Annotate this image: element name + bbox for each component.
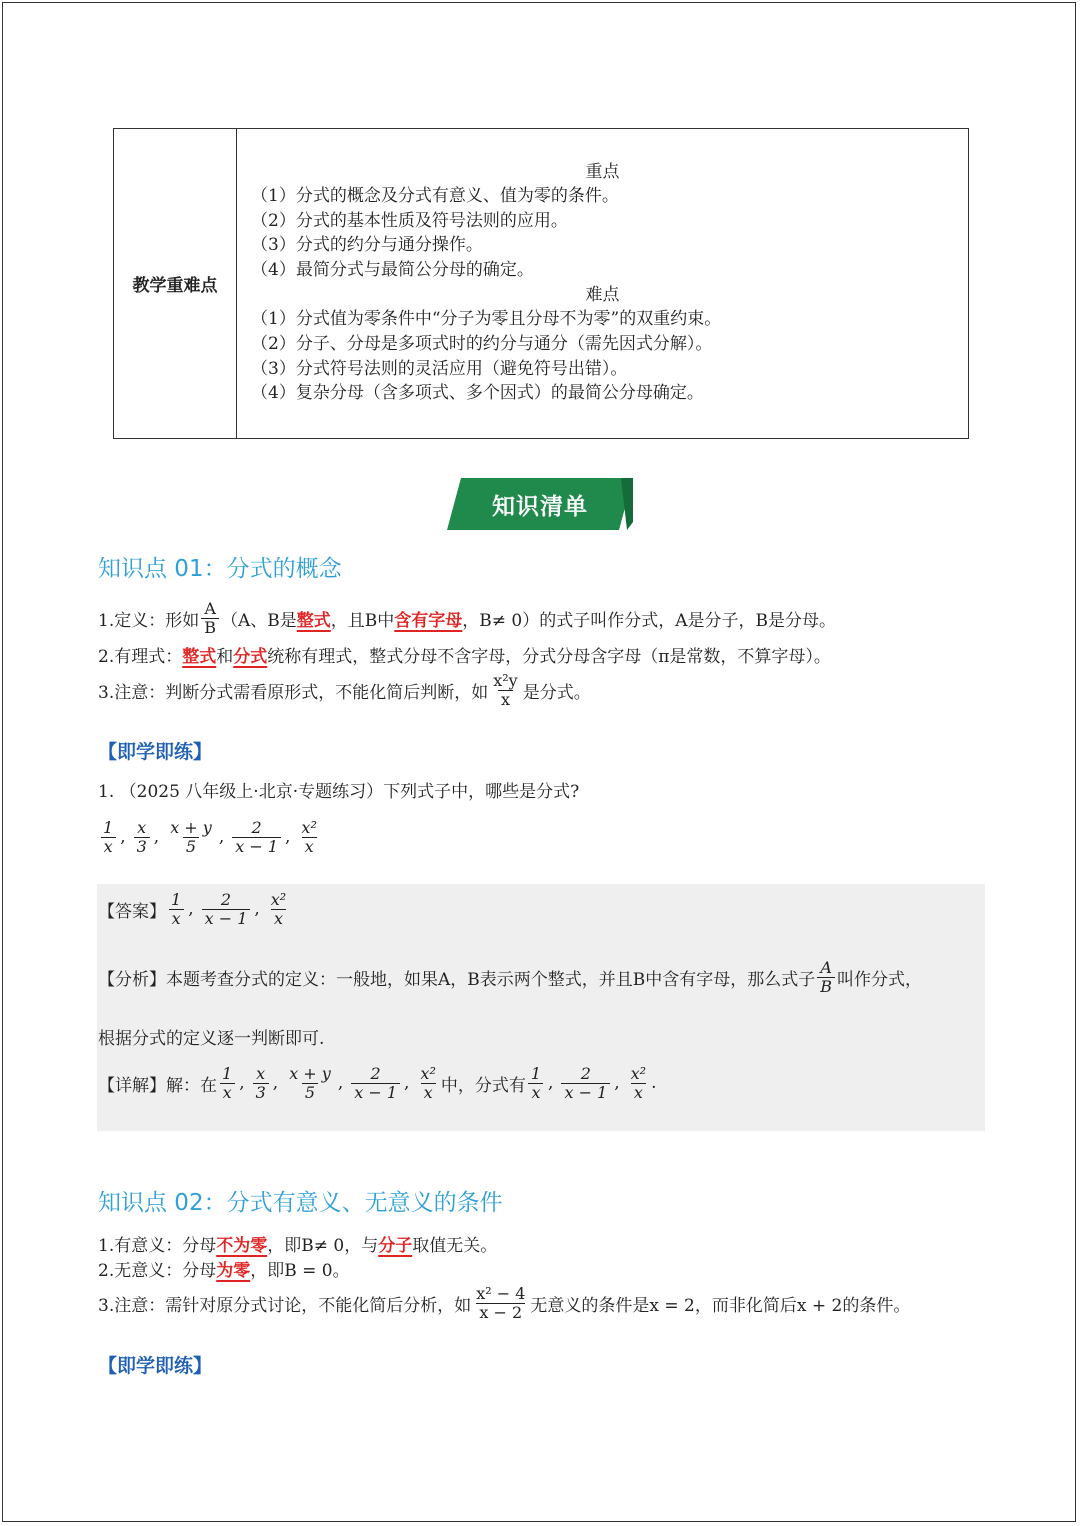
text: 无意义的条件是x = 2，而非化简后x + 2的条件。 <box>530 1295 911 1316</box>
text: 叫作分式， <box>837 969 923 990</box>
highlight-term: 不为零 <box>216 1235 268 1256</box>
key-point: （3）分式的约分与通分操作。 <box>251 235 483 255</box>
fraction <box>561 1065 610 1102</box>
practice-label: 【即学即练】 <box>98 741 213 763</box>
numerator: 2 <box>370 1063 381 1083</box>
fraction <box>168 891 184 928</box>
fraction <box>232 819 281 856</box>
fraction <box>100 819 116 856</box>
text: 【分析】本题考查分式的定义：一般地，如果A，B表示两个整式，并且B中含有字母，那么式子 <box>98 969 816 990</box>
denominator: x − 1 <box>351 1083 400 1102</box>
hard-title: 难点 <box>585 285 620 305</box>
highlight-term: 分子 <box>378 1235 413 1256</box>
text: 1.有意义：分母 <box>98 1235 217 1256</box>
denominator: x − 1 <box>232 837 281 856</box>
q1-detail: 【详解】解：在 $\frac{1}{x}$ , $\frac{x}{3}$ , $\frac{x + y}{5}$ , $\frac{2}{x - 1}$ , $\frac{\text{x²}}{x}$ 中，分式有 $\frac{1}{x}$ , $\frac{2}{x - 1}$ , $\frac{\text{x²}}{x}$ . <box>98 1063 657 1102</box>
highlight-term: 含有字母 <box>394 610 463 631</box>
text: ，B≠ 0）的式子叫作分式，A是分子，B是分母。 <box>462 610 837 631</box>
denominator: x <box>528 1083 543 1102</box>
fraction <box>253 1065 269 1102</box>
highlight-term: 整式 <box>182 646 217 667</box>
highlight-term: 分式 <box>233 646 268 667</box>
denominator: B <box>201 618 219 637</box>
numerator: x <box>256 1063 266 1083</box>
hard-point: （1）分式值为零条件中“分子为零且分母不为零”的双重约束。 <box>251 309 722 329</box>
practice-label-2: 【即学即练】 <box>98 1355 213 1377</box>
key-point: （4）最简分式与最简公分母的确定。 <box>251 260 534 280</box>
denominator: 5 <box>302 1083 318 1102</box>
fraction <box>817 959 835 996</box>
fraction <box>417 1065 438 1102</box>
denominator: x <box>271 909 286 928</box>
denominator: x <box>421 1083 436 1102</box>
key-point: （1）分式的概念及分式有意义、值为零的条件。 <box>251 186 619 206</box>
numerator: A <box>820 957 832 977</box>
highlight-term: 为零 <box>216 1260 251 1281</box>
numerator: x + y <box>289 1063 331 1083</box>
kp2-line3 <box>98 1281 910 1325</box>
numerator: 1 <box>103 817 114 837</box>
hard-point: （3）分式符号法则的灵活应用（避免符号出错）。 <box>251 359 628 379</box>
q1-expressions: $\frac{1}{x}$ , $\frac{x}{3}$ , $\frac{x + y}{5}$ , $\frac{2}{x - 1}$ , $\frac{\text{x²}}{x}$ <box>98 814 322 860</box>
numerator: 1 <box>171 889 182 909</box>
q1-analysis <box>98 955 922 999</box>
numerator: 2 <box>251 817 262 837</box>
fraction <box>351 1065 400 1102</box>
fraction <box>167 819 215 856</box>
hard-point: （4）复杂分母（含多项式、多个因式）的最简公分母确定。 <box>251 383 704 403</box>
text: 【详解】解：在 <box>98 1075 217 1096</box>
text: 统称有理式，整式分母不含字母，分式分母含字母（π是常数，不算字母）。 <box>267 646 831 667</box>
fraction <box>528 1065 544 1102</box>
numerator: x²y <box>493 670 518 690</box>
fraction <box>134 819 150 856</box>
text: . <box>651 1073 657 1093</box>
numerator: 2 <box>580 1063 591 1083</box>
q1-analysis-2: 根据分式的定义逐一判断即可. <box>98 1029 325 1049</box>
kp2-heading: 知识点 02：分式有意义、无意义的条件 <box>98 1190 503 1216</box>
denominator: 3 <box>134 837 150 856</box>
fraction <box>490 672 520 709</box>
highlight-term: 整式 <box>296 610 331 631</box>
text: （A、B是 <box>221 610 297 631</box>
text: 3.注意：判断分式需看原形式，不能化简后判断，如 <box>98 682 489 703</box>
text: ，即B = 0。 <box>250 1260 350 1281</box>
denominator: B <box>817 977 835 996</box>
denominator: x − 2 <box>476 1303 525 1322</box>
numerator: x² − 4 <box>476 1283 526 1303</box>
text: 2.无意义：分母 <box>98 1260 217 1281</box>
fraction <box>286 1065 334 1102</box>
key-points-table <box>113 128 969 439</box>
fraction-a-over-b <box>201 600 219 637</box>
kp2-line1 <box>98 1231 497 1255</box>
numerator: A <box>204 598 216 618</box>
denominator: 3 <box>253 1083 269 1102</box>
denominator: x <box>631 1083 646 1102</box>
q1-answer: 【答案】 $\frac{1}{x}$ , $\frac{2}{x - 1}$ , $\frac{\text{x²}}{x}$ <box>98 886 291 932</box>
table-content <box>237 129 968 438</box>
numerator: x² <box>301 817 317 837</box>
q1-stem: 1. （2025 八年级上·北京·专题练习）下列式子中，哪些是分式? <box>98 782 580 802</box>
denominator: 5 <box>183 837 199 856</box>
fraction <box>628 1065 649 1102</box>
text: 和 <box>216 646 234 667</box>
numerator: x <box>137 817 147 837</box>
denominator: x <box>220 1083 235 1102</box>
denominator: x <box>169 909 184 928</box>
text: 3.注意：需针对原分式讨论，不能化简后分析，如 <box>98 1295 472 1316</box>
text: 中，分式有 <box>440 1075 526 1096</box>
fraction <box>202 891 251 928</box>
fraction <box>219 1065 235 1102</box>
denominator: x <box>498 690 513 709</box>
text: 是分式。 <box>522 682 591 703</box>
numerator: x² <box>630 1063 647 1083</box>
numerator: x² <box>420 1063 436 1083</box>
kp1-line3 <box>98 668 591 712</box>
kp1-heading: 知识点 01：分式的概念 <box>98 556 342 582</box>
key-point: （2）分式的基本性质及符号法则的应用。 <box>251 211 568 231</box>
kp1-line2 <box>98 642 831 666</box>
denominator: x <box>302 837 317 856</box>
denominator: x <box>101 837 116 856</box>
table-label: 教学重难点 <box>114 129 237 438</box>
fraction <box>268 891 289 928</box>
hard-point: （2）分子、分母是多项式时的约分与通分（需先因式分解）。 <box>251 334 713 354</box>
numerator: 1 <box>222 1063 233 1083</box>
denominator: x − 1 <box>202 909 251 928</box>
text: ，即B≠ 0，与 <box>267 1235 379 1256</box>
numerator: 1 <box>530 1063 542 1083</box>
numerator: x² <box>270 889 287 909</box>
text: 取值无关。 <box>412 1235 498 1256</box>
numerator: x + y <box>170 817 212 837</box>
denominator: x − 1 <box>561 1083 610 1102</box>
fraction <box>473 1285 528 1322</box>
kp2-line2 <box>98 1256 350 1280</box>
kp1-line1 <box>98 596 836 640</box>
key-title: 重点 <box>585 162 620 182</box>
text: ，且B中 <box>330 610 395 631</box>
banner-title: 知识清单 <box>492 493 588 520</box>
text: 1.定义：形如 <box>98 610 200 631</box>
answer-label: 【答案】 <box>98 901 166 922</box>
fraction <box>298 819 319 856</box>
numerator: 2 <box>220 889 232 909</box>
text: 2.有理式： <box>98 646 183 667</box>
